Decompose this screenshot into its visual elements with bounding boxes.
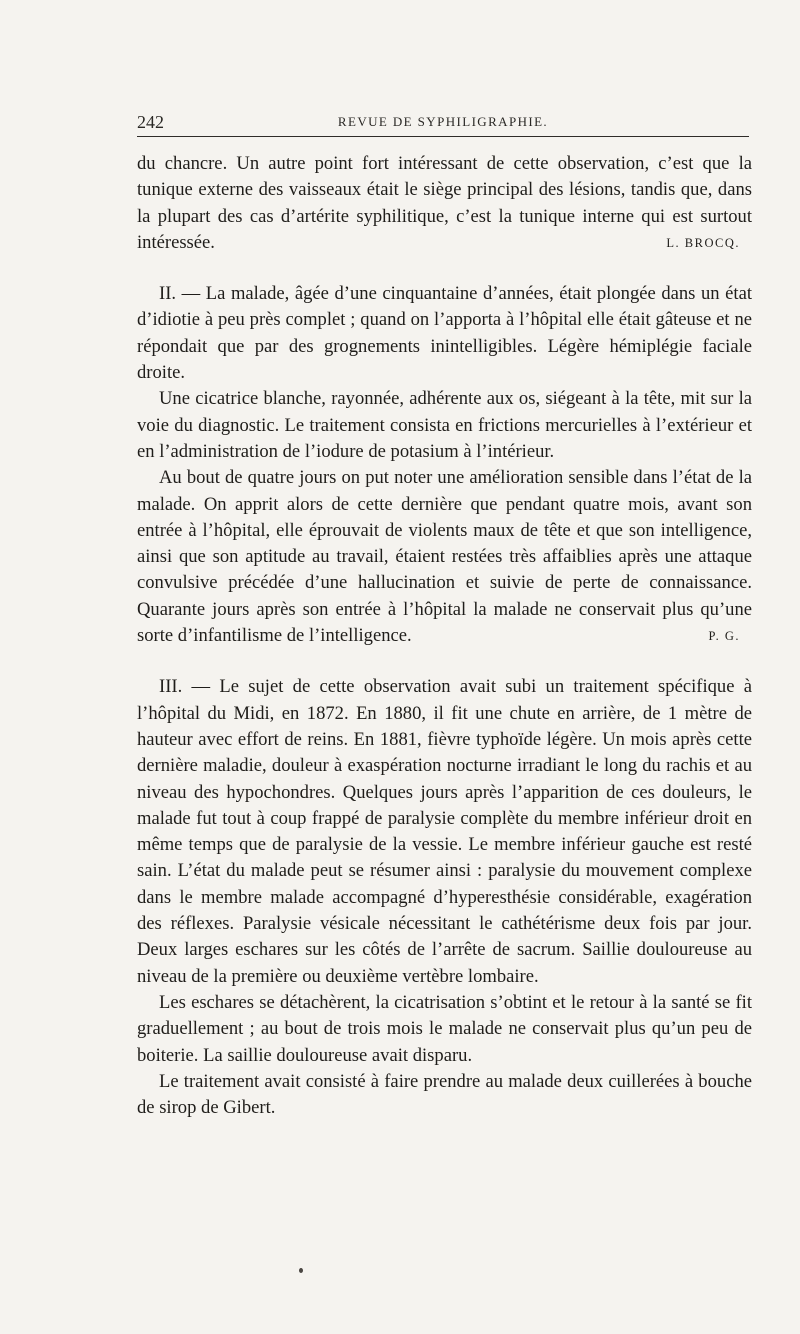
section-1-text: du chancre. Un autre point fort intéressant de cette observation, c’est que la tunique externe des vaisseaux était le siège principal des lésions, tandis que, dans la plupart des cas d’artérite syphilitique, c’est la tunique interne qui est surtout intéressée.: [137, 153, 752, 253]
body-text: [137, 151, 752, 1121]
signature-pg: P. G.: [708, 629, 740, 644]
running-title: REVUE DE SYPHILIGRAPHIE.: [337, 114, 549, 129]
ink-speck: [299, 1268, 303, 1273]
section-3-paragraph-1: III. — Le sujet de cette observation avait subi un traitement spécifique à l’hôpital du Midi, en 1872. En 1880, il fit une chute en arrière, de 1 mètre de hauteur avec effort de reins. En 1881, fièvre typhoïde légère. Un mois après cette dernière maladie, douleur à exaspération nocturne irradiant le long du rachis et au niveau des hypochondres. Quelques jours après l’apparition de ces douleurs, le malade fut tout à coup frappé de paralysie complète du membre inférieur droit en même temps que de paralysie de la vessie. Le membre inférieur gauche est resté sain. L’état du malade peut se résumer ainsi : paralysie du mouvement complexe dans le membre malade accompagné d’hyperesthésie considérable, exagération des réflexes. Paralysie vésicale nécessitant le cathétérisme deux fois par jour. Deux larges eschares sur les côtés de l’arrête de sacrum. Saillie douloureuse au niveau de la première ou deuxième vertèbre lombaire.: [137, 676, 752, 987]
page-header: [137, 112, 749, 134]
signature-brocq: L. BROCQ.: [666, 235, 740, 250]
section-2-paragraph-3-text: Au bout de quatre jours on put noter une amélioration sensible dans l’état de la malade. On apprit alors de cette dernière que pendant quatre mois, avant son entrée à l’hôpital, elle éprouvait de violents maux de tête et que son intelligence, ainsi que son aptitude au travail, étaient restées très affaiblies après une attaque convulsive précédée d’une hallucination et suivie de perte de connaissance. Quarante jours après son entrée à l’hôpital la malade ne conservait plus qu’une sorte d’infantilisme de l’intelligence.: [137, 467, 752, 647]
header-rule: [137, 136, 749, 137]
section-3-paragraph-2: Les eschares se détachèrent, la cicatrisation s’obtint et le retour à la santé se fit graduellement ; au bout de trois mois le malade ne conservait plus qu’un peu de boiterie. La saillie douloureuse avait disparu.: [137, 991, 752, 1066]
section-2-paragraph-2: Une cicatrice blanche, rayonnée, adhérente aux os, siégeant à la tête, mit sur la voie du diagnostic. Le traitement consista en frictions mercurielles à l’extérieur et en l’administration de l’iodure de potasium à l’intérieur.: [137, 388, 752, 462]
page-number: 242: [137, 112, 164, 132]
section-2-paragraph-3: [137, 465, 752, 649]
section-3-paragraph-3: Le traitement avait consisté à faire prendre au malade deux cuillerées à bouche de sirop de Gibert.: [137, 1070, 752, 1119]
section-2-paragraph-1: II. — La malade, âgée d’une cinquantaine d’années, était plongée dans un état d’idiotie à peu près complet ; quand on l’apporta à l’hôpital elle était gâteuse et ne répondait que par des grognements inintelligibles. Légère hémiplégie faciale droite.: [137, 283, 752, 384]
section-1-conclusion: [137, 151, 752, 256]
